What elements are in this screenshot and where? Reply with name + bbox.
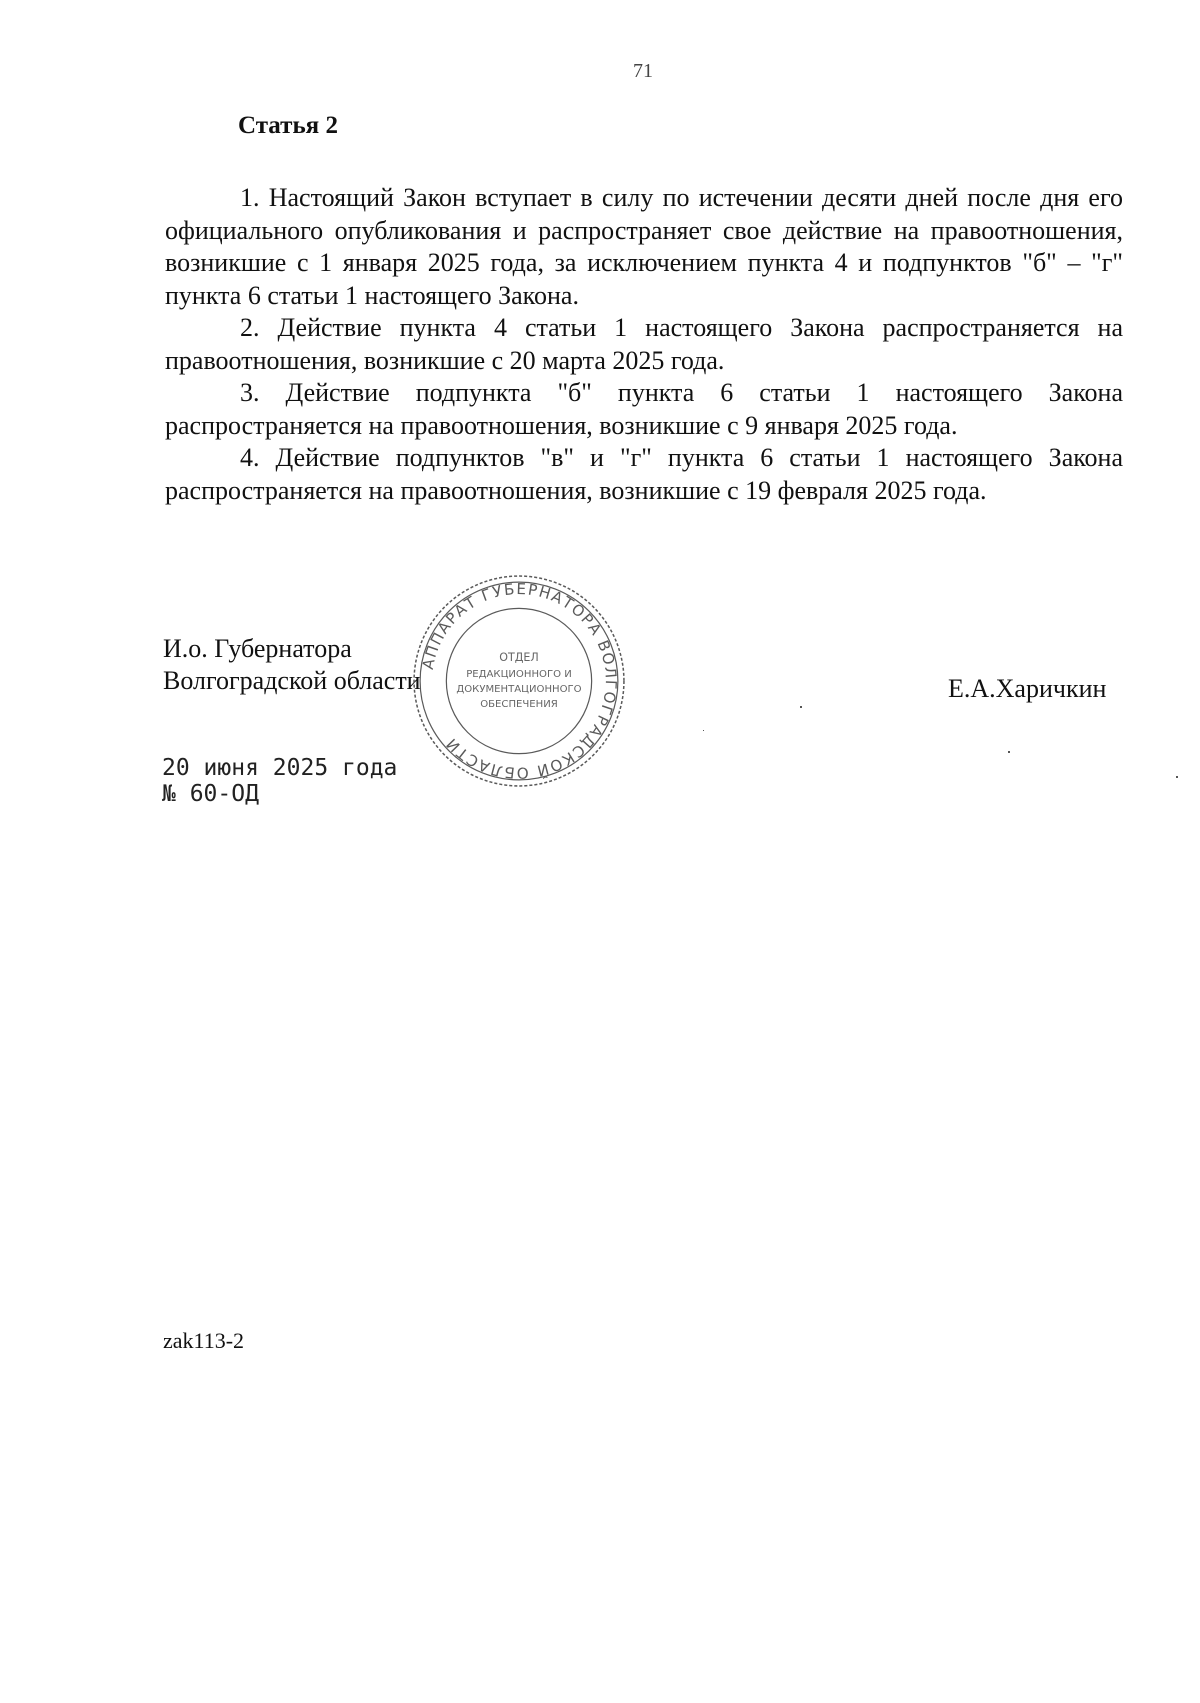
page-number: 71 <box>633 60 653 82</box>
law-number: № 60-ОД <box>162 781 259 807</box>
paragraph-3: 3. Действие подпункта "б" пункта 6 статьи 1 настоящего Закона распространяется на правоотношения, возникшие с 9 января 2025 года. <box>165 378 1123 440</box>
seal-inner-line1: ОТДЕЛ <box>499 650 539 664</box>
paragraph-1: 1. Настоящий Закон вступает в силу по истечении десяти дней после дня его официального опубликования и распространяет свое действие на правоотношения, возникшие с 1 января 2025 года, за исключением пункта 4 и подпунктов "б" – "г" пункта 6 статьи 1 настоящего Закона. <box>165 183 1123 310</box>
signatory-position-line1: И.о. Губернатора <box>163 634 352 663</box>
paragraph-4: 4. Действие подпунктов "в" и "г" пункта 6 статьи 1 настоящего Закона распространяется на правоотношения, возникшие с 19 февраля 2025 года. <box>165 443 1123 505</box>
svg-text:АППАРАТ ГУБЕРНАТОРА ВОЛГОГРАДС <box>419 580 620 782</box>
paragraph-2: 2. Действие пункта 4 статьи 1 настоящего Закона распространяется на правоотношения, возникшие с 20 марта 2025 года. <box>165 313 1123 375</box>
scan-speck <box>1008 751 1010 753</box>
document-code: zak113-2 <box>163 1328 245 1353</box>
scan-speck <box>800 706 802 708</box>
scan-speck <box>703 730 704 731</box>
seal-inner-line2: РЕДАКЦИОННОГО И <box>466 668 572 680</box>
seal-outer-text: АППАРАТ ГУБЕРНАТОРА ВОЛГОГРАДСКОЙ ОБЛАСТИ <box>418 580 620 782</box>
signatory-position-line2: Волгоградской области <box>163 666 421 695</box>
law-date-number <box>162 755 397 807</box>
seal-inner-line4: ОБЕСПЕЧЕНИЯ <box>480 699 558 711</box>
signatory-position <box>163 633 421 697</box>
scan-speck <box>1176 776 1178 778</box>
article-title: Статья 2 <box>238 112 338 139</box>
article-body <box>165 182 1123 507</box>
law-date: 20 июня 2025 года <box>162 755 398 781</box>
signatory-name: Е.А.Харичкин <box>948 674 1107 703</box>
seal-inner-line3: ДОКУМЕНТАЦИОННОГО <box>456 684 582 696</box>
official-seal-icon <box>408 570 630 792</box>
